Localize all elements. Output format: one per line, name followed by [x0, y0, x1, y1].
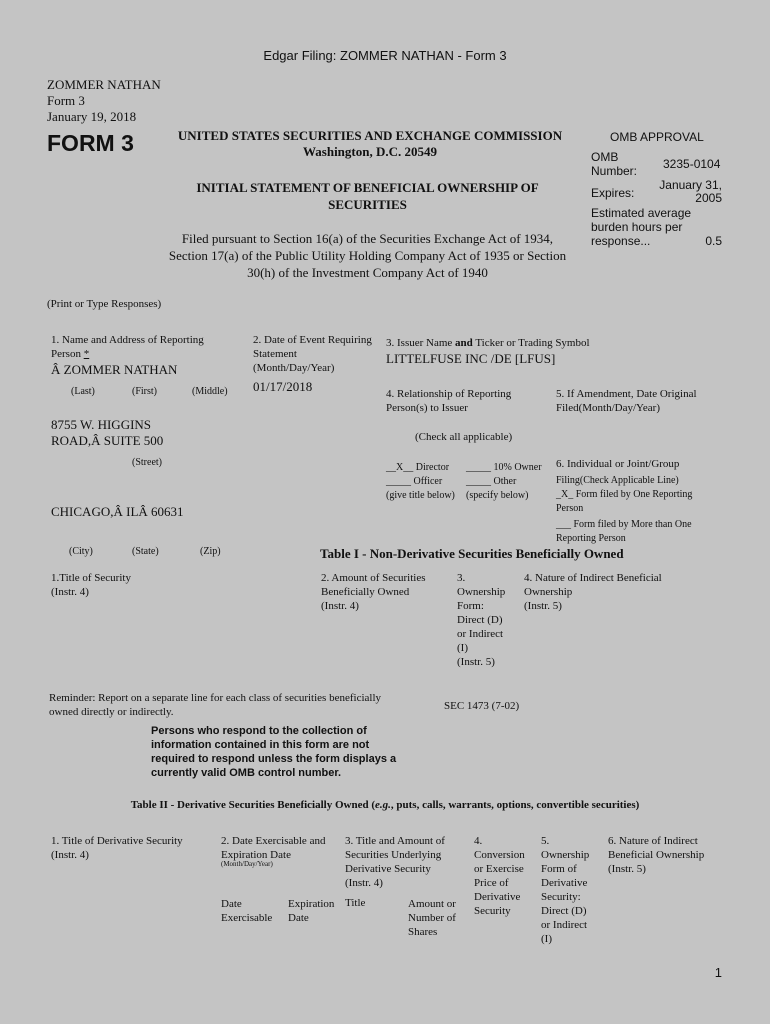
expires-value	[640, 179, 722, 205]
reminder-line1: Reminder: Report on a separate line for each class of securities beneficially	[49, 692, 382, 704]
issuer-label	[386, 337, 590, 349]
persons-note-line3: required to respond unless the form displays a	[151, 753, 397, 765]
city-state-zip: CHICAGO,Â ILÂ 60631	[51, 504, 184, 519]
amendment-label	[556, 387, 697, 415]
persons-note-line1: Persons who respond to the collection of	[151, 725, 367, 737]
reporting-person-label2: Person	[51, 348, 81, 360]
statement-title-line1: INITIAL STATEMENT OF BENEFICIAL OWNERSHIP OF	[196, 180, 539, 195]
multiple-reporting-persons-option-cont: Reporting Person	[556, 533, 626, 544]
date-exercisable-line2: Exercisable	[221, 912, 273, 924]
joint-filing-label2: Filing(Check Applicable Line)	[556, 475, 679, 486]
expiration-date-header	[288, 897, 334, 925]
table2-col5-header	[541, 834, 589, 946]
table1-title: Table I - Non-Derivative Securities Beneficially Owned	[320, 546, 624, 561]
joint-filing-label: 6. Individual or Joint/Group	[556, 458, 680, 470]
one-reporting-person-option: _X_ Form filed by One Reporting	[556, 489, 693, 500]
give-title-note: (give title below)	[386, 490, 455, 501]
table2-col6-line3: (Instr. 5)	[608, 863, 646, 875]
first-name-label: (First)	[132, 386, 157, 397]
specify-note: (specify below)	[466, 490, 529, 501]
street-address	[51, 417, 163, 449]
table2-col2-header	[221, 834, 325, 862]
street-line2: ROAD,Â SUITE 500	[51, 433, 164, 448]
event-date-label3: (Month/Day/Year)	[253, 362, 335, 374]
table1-col4-line1: 4. Nature of Indirect Beneficial	[524, 572, 662, 584]
table2-col5-line5: Security:	[541, 891, 581, 903]
reminder-line2: owned directly or indirectly.	[49, 706, 174, 718]
date-exercisable-line1: Date	[221, 898, 242, 910]
middle-name-label: (Middle)	[192, 386, 228, 397]
burden-line2: burden hours per	[591, 220, 683, 234]
omb-number-value: 3235-0104	[663, 157, 721, 171]
event-date-label2: Statement	[253, 348, 297, 360]
issuer-label-pre: 3. Issuer Name	[386, 337, 456, 349]
table2-col2-subnote: (Month/Day/Year)	[221, 860, 273, 868]
officer-option: _____ Officer	[386, 476, 443, 487]
table2-col1-header	[51, 834, 183, 862]
commission-header	[155, 128, 585, 160]
table2-col4-line5: Derivative	[474, 891, 521, 903]
form-type: Form 3	[47, 93, 85, 108]
reporting-person-footnote-mark: *	[83, 348, 90, 360]
relationship-options-right	[466, 461, 542, 503]
date-exercisable-header	[221, 897, 272, 925]
table2-col1-line1: 1. Title of Derivative Security	[51, 835, 183, 847]
relationship-label2: Person(s) to Issuer	[386, 402, 468, 414]
table2-col3-line1: 3. Title and Amount of	[345, 835, 445, 847]
table2-col4-line1: 4.	[474, 835, 483, 847]
table1-col4-header	[524, 571, 662, 613]
joint-filing-options	[556, 474, 692, 546]
relationship-options-left	[386, 461, 455, 503]
amount-shares-line2: Number of	[408, 912, 456, 924]
table2-title-pre: Table II - Derivative Securities Beneficially Owned (	[130, 799, 376, 811]
issuer-label-and: and	[455, 337, 473, 349]
check-all-note: (Check all applicable)	[415, 431, 513, 443]
other-option: _____ Other	[466, 476, 517, 487]
table1-col3-line2: Ownership	[457, 586, 506, 598]
event-date-label	[253, 333, 372, 375]
persons-note-line4: currently valid OMB control number.	[151, 767, 342, 779]
table2-col5-line4: Derivative	[541, 877, 588, 889]
filed-pursuant-line2: Section 17(a) of the Public Utility Holding Company Act of 1935 or Section	[168, 248, 567, 263]
table1-col3-line3: Form:	[457, 600, 484, 612]
table2-col4-line6: Security	[474, 905, 511, 917]
relationship-label	[386, 387, 511, 415]
filed-pursuant-line3: 30(h) of the Investment Company Act of 1940	[247, 265, 488, 280]
page-number: 1	[714, 965, 722, 980]
table1-col2-line2: Beneficially Owned	[321, 586, 410, 598]
table2-col4-header	[474, 834, 525, 918]
table2-col6-line1: 6. Nature of Indirect	[608, 835, 698, 847]
table2-col3-header	[345, 834, 445, 890]
table2-col4-line2: Conversion	[474, 849, 525, 861]
table2-col5-line1: 5.	[541, 835, 550, 847]
table1-col3-header	[457, 571, 505, 669]
one-reporting-person-option-cont: Person	[556, 503, 584, 514]
table2-col3-line3: Derivative Security	[345, 863, 431, 875]
expires-label: Expires:	[591, 186, 635, 200]
amount-shares-line3: Shares	[408, 926, 438, 938]
table2-title-post: , puts, calls, warrants, options, convertible securities)	[390, 799, 640, 811]
expires-value-line1: January 31,	[659, 178, 722, 192]
table2-col5-line6: Direct (D)	[541, 905, 587, 917]
reporting-person-label1: 1. Name and Address of Reporting	[51, 334, 204, 346]
reminder-note	[49, 691, 381, 719]
ten-percent-owner-option: _____ 10% Owner	[466, 462, 542, 473]
table2-col3-line2: Securities Underlying	[345, 849, 442, 861]
street-label: (Street)	[132, 457, 162, 468]
persons-note-line2: information contained in this form are not	[151, 739, 370, 751]
table1-col4-line2: Ownership	[524, 586, 573, 598]
table1-col4-line3: (Instr. 5)	[524, 600, 562, 612]
table2-col3-line4: (Instr. 4)	[345, 877, 383, 889]
table2-col5-line2: Ownership	[541, 849, 590, 861]
table2-col6-line2: Beneficial Ownership	[608, 849, 705, 861]
table2-col4-line3: or Exercise	[474, 863, 524, 875]
amount-shares-line1: Amount or	[408, 898, 456, 910]
filed-pursuant	[140, 230, 595, 281]
reporting-person-label	[51, 333, 204, 361]
director-option: __X__ Director	[386, 462, 450, 473]
event-date-label1: 2. Date of Event Requiring	[253, 334, 372, 346]
persons-note	[151, 724, 396, 780]
commission-address: Washington, D.C. 20549	[303, 144, 437, 159]
commission-name: UNITED STATES SECURITIES AND EXCHANGE COMMISSION	[177, 128, 563, 143]
table2-col4-line4: Price of	[474, 877, 509, 889]
event-date-value: 01/17/2018	[253, 379, 313, 394]
table1-col3-line5: or Indirect	[457, 628, 504, 640]
filed-pursuant-line1: Filed pursuant to Section 16(a) of the Securities Exchange Act of 1934,	[181, 231, 554, 246]
last-name-label: (Last)	[71, 386, 95, 397]
state-label: (State)	[132, 546, 159, 557]
statement-title-line2: SECURITIES	[328, 197, 407, 212]
table1-col3-line6: (I)	[457, 642, 468, 654]
statement-title	[160, 179, 575, 213]
issuer-value: LITTELFUSE INC /DE [LFUS]	[386, 351, 556, 366]
burden-label	[591, 206, 691, 248]
table1-col1-line2: (Instr. 4)	[51, 586, 89, 598]
table1-col2-line1: 2. Amount of Securities	[321, 572, 426, 584]
expires-value-line2: 2005	[695, 191, 722, 205]
form-label: FORM 3	[47, 130, 134, 156]
street-line1: 8755 W. HIGGINS	[51, 417, 152, 432]
table2-col5-line3: Form of	[541, 863, 577, 875]
table2-col6-header	[608, 834, 704, 876]
omb-number-label	[591, 150, 637, 178]
filing-summary	[47, 77, 161, 125]
print-note: (Print or Type Responses)	[47, 298, 162, 310]
reporting-person-name: Â ZOMMER NATHAN	[51, 362, 178, 377]
table2-col5-line7: or Indirect	[541, 919, 588, 931]
multiple-reporting-persons-option: ___ Form filed by More than One	[556, 519, 692, 530]
burden-value: 0.5	[705, 234, 722, 248]
table1-col1-header	[51, 571, 131, 599]
table2-col2-line2: Expiration Date	[221, 849, 291, 861]
expiration-date-line1: Expiration	[288, 898, 335, 910]
sec-code: SEC 1473 (7-02)	[444, 700, 520, 712]
page-header: Edgar Filing: ZOMMER NATHAN - Form 3	[263, 48, 507, 63]
table1-col3-line4: Direct (D)	[457, 614, 503, 626]
amount-shares-header	[408, 897, 456, 939]
amendment-label1: 5. If Amendment, Date Original	[556, 388, 697, 400]
omb-number-label1: OMB	[591, 150, 619, 164]
table2-col1-line2: (Instr. 4)	[51, 849, 89, 861]
table1-col3-line1: 3.	[457, 572, 466, 584]
table2-title	[0, 799, 770, 811]
table2-col5-line8: (I)	[541, 933, 552, 945]
city-label: (City)	[69, 546, 93, 557]
omb-title: OMB APPROVAL	[610, 130, 704, 144]
table1-col2-line3: (Instr. 4)	[321, 600, 359, 612]
zip-label: (Zip)	[200, 546, 221, 557]
relationship-label1: 4. Relationship of Reporting	[386, 388, 512, 400]
table1-col1-line1: 1.Title of Security	[51, 572, 131, 584]
table1-col2-header	[321, 571, 426, 613]
amendment-label2: Filed(Month/Day/Year)	[556, 402, 660, 414]
expiration-date-line2: Date	[288, 912, 309, 924]
omb-number-label2: Number:	[591, 164, 638, 178]
burden-line3: response...	[591, 234, 651, 248]
table2-title-eg: e.g.	[375, 799, 391, 811]
burden-line1: Estimated average	[591, 206, 692, 220]
table1-col3-line7: (Instr. 5)	[457, 656, 495, 668]
table2-col2-line1: 2. Date Exercisable and	[221, 835, 326, 847]
issuer-label-post: Ticker or Trading Symbol	[472, 337, 590, 349]
filer-name: ZOMMER NATHAN	[47, 77, 161, 92]
filing-date: January 19, 2018	[47, 109, 137, 124]
title-subheader: Title	[345, 897, 366, 909]
